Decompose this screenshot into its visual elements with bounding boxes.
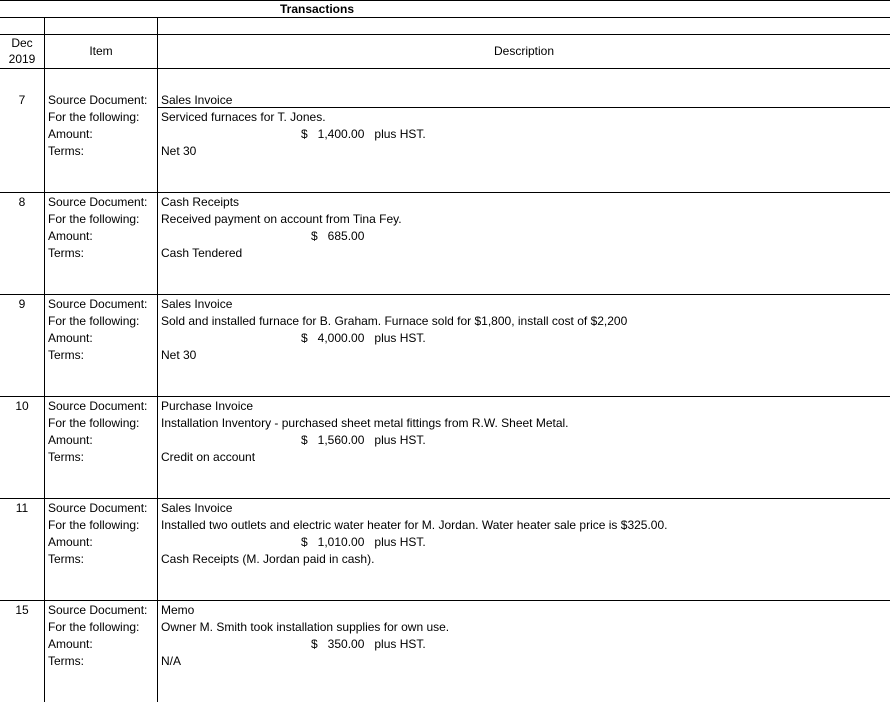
terms-value: N/A (161, 654, 182, 668)
terms-value: Net 30 (161, 348, 197, 362)
label-for-following: For the following: (48, 620, 140, 634)
source-document-value: Sales Invoice (161, 297, 233, 311)
row-divider (0, 294, 890, 295)
header-date-year: 2019 (8, 52, 36, 66)
row-divider (0, 396, 890, 397)
label-source-document: Source Document: (48, 399, 148, 413)
amount-value: $ 685.00 (311, 229, 365, 243)
terms-value: Credit on account (161, 450, 256, 464)
page-title: Transactions (279, 2, 355, 16)
label-source-document: Source Document: (48, 501, 148, 515)
source-document-value: Sales Invoice (161, 501, 233, 515)
header-bottom-divider (0, 68, 890, 69)
terms-value: Net 30 (161, 144, 197, 158)
label-amount: Amount: (48, 433, 93, 447)
header-description: Description (493, 44, 555, 58)
following-value: Owner M. Smith took installation supplies for own use. (161, 620, 450, 634)
following-value: Received payment on account from Tina Fey. (161, 212, 402, 226)
row-divider (0, 600, 890, 601)
label-for-following: For the following: (48, 110, 140, 124)
source-document-value: Sales Invoice (161, 93, 233, 107)
source-document-value: Cash Receipts (161, 195, 240, 209)
label-terms: Terms: (48, 246, 84, 260)
transaction-day: 8 (18, 195, 26, 209)
transaction-day: 10 (15, 399, 29, 413)
transaction-day: 7 (18, 93, 26, 107)
row-divider (0, 192, 890, 193)
terms-value: Cash Tendered (161, 246, 243, 260)
following-value: Serviced furnaces for T. Jones. (161, 110, 326, 124)
source-underline (158, 107, 890, 108)
amount-value: $ 4,000.00 plus HST. (301, 331, 426, 345)
label-amount: Amount: (48, 127, 93, 141)
following-value: Sold and installed furnace for B. Graham. Furnace sold for $1,800, install cost of $2,200 (161, 314, 628, 328)
header-date-month: Dec (11, 36, 33, 50)
label-terms: Terms: (48, 348, 84, 362)
label-amount: Amount: (48, 535, 93, 549)
following-value: Installed two outlets and electric water heater for M. Jordan. Water heater sale price is $325.00. (161, 518, 668, 532)
label-source-document: Source Document: (48, 603, 148, 617)
label-for-following: For the following: (48, 416, 140, 430)
source-document-value: Memo (161, 603, 195, 617)
label-amount: Amount: (48, 637, 93, 651)
label-amount: Amount: (48, 331, 93, 345)
label-amount: Amount: (48, 229, 93, 243)
label-terms: Terms: (48, 450, 84, 464)
amount-value: $ 1,010.00 plus HST. (301, 535, 426, 549)
label-source-document: Source Document: (48, 93, 148, 107)
header-top-divider (0, 34, 890, 35)
following-value: Installation Inventory - purchased sheet metal fittings from R.W. Sheet Metal. (161, 416, 569, 430)
source-document-value: Purchase Invoice (161, 399, 254, 413)
header-item: Item (89, 44, 113, 58)
transaction-day: 9 (18, 297, 26, 311)
label-for-following: For the following: (48, 212, 140, 226)
amount-value: $ 1,560.00 plus HST. (301, 433, 426, 447)
label-source-document: Source Document: (48, 297, 148, 311)
date-column-divider (44, 17, 45, 702)
row-divider (0, 498, 890, 499)
terms-value: Cash Receipts (M. Jordan paid in cash). (161, 552, 375, 566)
label-terms: Terms: (48, 654, 84, 668)
transaction-day: 11 (15, 501, 29, 515)
transaction-day: 15 (15, 603, 29, 617)
amount-value: $ 350.00 plus HST. (311, 637, 426, 651)
label-terms: Terms: (48, 552, 84, 566)
item-column-divider (157, 17, 158, 702)
label-source-document: Source Document: (48, 195, 148, 209)
label-terms: Terms: (48, 144, 84, 158)
label-for-following: For the following: (48, 314, 140, 328)
amount-value: $ 1,400.00 plus HST. (301, 127, 426, 141)
label-for-following: For the following: (48, 518, 140, 532)
